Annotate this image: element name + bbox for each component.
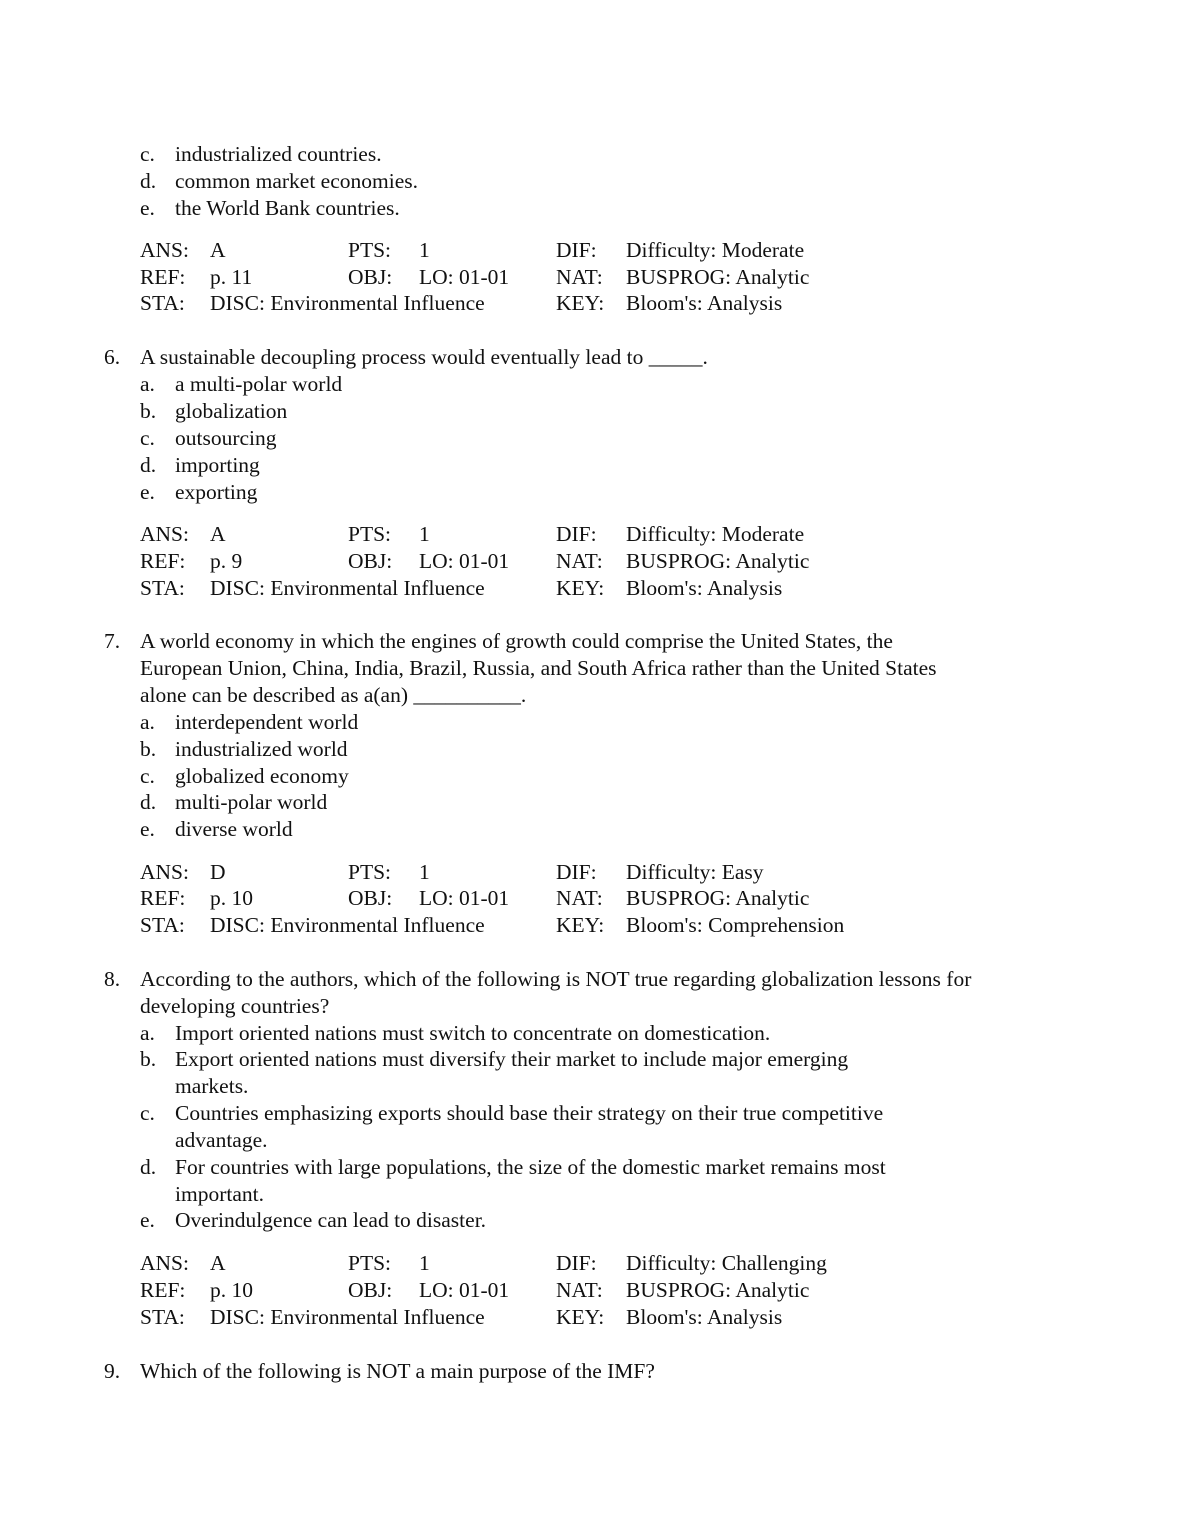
sta-label: STA:	[140, 576, 185, 600]
obj-value: LO: 01-01	[419, 549, 510, 573]
option-letter: b.	[140, 737, 157, 761]
option-letter: b.	[140, 1047, 157, 1071]
ans-value: A	[210, 238, 226, 262]
option-text: exporting	[175, 480, 258, 504]
option-text: important.	[175, 1182, 264, 1206]
stem-line: According to the authors, which of the following is NOT true regarding globalization lessons for	[140, 967, 972, 991]
pts-value: 1	[419, 238, 430, 262]
stem-line: European Union, China, India, Brazil, Russia, and South Africa rather than the United States	[140, 656, 937, 680]
option-text: the World Bank countries.	[175, 196, 400, 220]
ref-value: p. 9	[210, 549, 243, 573]
nat-label: NAT:	[556, 886, 603, 910]
obj-value: LO: 01-01	[419, 1278, 510, 1302]
ref-label: REF:	[140, 549, 186, 573]
ans-label: ANS:	[140, 1251, 189, 1275]
option-text: industrialized world	[175, 737, 348, 761]
sta-label: STA:	[140, 913, 185, 937]
nat-value: BUSPROG: Analytic	[626, 886, 810, 910]
question-number: 9.	[104, 1359, 121, 1383]
option-letter: d.	[140, 1155, 157, 1179]
option-text: multi-polar world	[175, 790, 328, 814]
key-value: Bloom's: Comprehension	[626, 913, 845, 937]
option-text: globalized economy	[175, 764, 349, 788]
option-letter: d.	[140, 453, 157, 477]
key-label: KEY:	[556, 291, 605, 315]
dif-value: Difficulty: Moderate	[626, 238, 805, 262]
option-text: a multi-polar world	[175, 372, 343, 396]
nat-label: NAT:	[556, 549, 603, 573]
sta-label: STA:	[140, 1305, 185, 1329]
pts-label: PTS:	[348, 238, 392, 262]
option-text: Import oriented nations must switch to concentrate on domestication.	[175, 1021, 771, 1045]
option-letter: c.	[140, 1101, 155, 1125]
option-text: diverse world	[175, 817, 293, 841]
stem-line: A world economy in which the engines of growth could comprise the United States, the	[140, 629, 893, 653]
pts-value: 1	[419, 1251, 430, 1275]
ans-label: ANS:	[140, 238, 189, 262]
option-text: industrialized countries.	[175, 142, 382, 166]
obj-value: LO: 01-01	[419, 886, 510, 910]
option-text: advantage.	[175, 1128, 268, 1152]
stem-line: Which of the following is NOT a main purpose of the IMF?	[140, 1359, 655, 1383]
ans-value: A	[210, 1251, 226, 1275]
nat-label: NAT:	[556, 1278, 603, 1302]
option-text: interdependent world	[175, 710, 359, 734]
sta-value: DISC: Environmental Influence	[210, 1305, 485, 1329]
option-letter: d.	[140, 169, 157, 193]
ans-label: ANS:	[140, 860, 189, 884]
obj-label: OBJ:	[348, 549, 393, 573]
dif-label: DIF:	[556, 238, 597, 262]
stem-line: developing countries?	[140, 994, 330, 1018]
pts-label: PTS:	[348, 522, 392, 546]
sta-label: STA:	[140, 291, 185, 315]
option-text: For countries with large populations, the size of the domestic market remains most	[175, 1155, 886, 1179]
option-text: markets.	[175, 1074, 249, 1098]
option-letter: e.	[140, 817, 155, 841]
stem-line: A sustainable decoupling process would eventually lead to _____.	[140, 345, 708, 369]
key-value: Bloom's: Analysis	[626, 291, 783, 315]
dif-value: Difficulty: Challenging	[626, 1251, 827, 1275]
option-letter: e.	[140, 480, 155, 504]
option-letter: c.	[140, 426, 155, 450]
pts-label: PTS:	[348, 860, 392, 884]
option-text: Export oriented nations must diversify their market to include major emerging	[175, 1047, 849, 1071]
key-value: Bloom's: Analysis	[626, 576, 783, 600]
nat-value: BUSPROG: Analytic	[626, 1278, 810, 1302]
dif-value: Difficulty: Easy	[626, 860, 764, 884]
ref-value: p. 11	[210, 265, 253, 289]
option-text: common market economies.	[175, 169, 418, 193]
dif-label: DIF:	[556, 1251, 597, 1275]
stem-line: alone can be described as a(an) __________.	[140, 683, 527, 707]
option-letter: a.	[140, 1021, 155, 1045]
option-letter: b.	[140, 399, 157, 423]
question-number: 8.	[104, 967, 121, 991]
option-letter: d.	[140, 790, 157, 814]
option-text: globalization	[175, 399, 288, 423]
ref-label: REF:	[140, 1278, 186, 1302]
option-text: Countries emphasizing exports should base their strategy on their true competitive	[175, 1101, 884, 1125]
option-text: Overindulgence can lead to disaster.	[175, 1208, 487, 1232]
question-number: 6.	[104, 345, 121, 369]
question-number: 7.	[104, 629, 121, 653]
pts-value: 1	[419, 860, 430, 884]
nat-value: BUSPROG: Analytic	[626, 265, 810, 289]
ref-label: REF:	[140, 265, 186, 289]
dif-label: DIF:	[556, 860, 597, 884]
nat-label: NAT:	[556, 265, 603, 289]
dif-value: Difficulty: Moderate	[626, 522, 805, 546]
ans-value: D	[210, 860, 226, 884]
ans-label: ANS:	[140, 522, 189, 546]
obj-label: OBJ:	[348, 265, 393, 289]
option-letter: c.	[140, 764, 155, 788]
option-letter: e.	[140, 1208, 155, 1232]
obj-value: LO: 01-01	[419, 265, 510, 289]
sta-value: DISC: Environmental Influence	[210, 576, 485, 600]
option-text: importing	[175, 453, 260, 477]
ref-value: p. 10	[210, 1278, 253, 1302]
option-letter: e.	[140, 196, 155, 220]
option-text: outsourcing	[175, 426, 277, 450]
nat-value: BUSPROG: Analytic	[626, 549, 810, 573]
option-letter: c.	[140, 142, 155, 166]
ref-label: REF:	[140, 886, 186, 910]
pts-value: 1	[419, 522, 430, 546]
ans-value: A	[210, 522, 226, 546]
obj-label: OBJ:	[348, 1278, 393, 1302]
obj-label: OBJ:	[348, 886, 393, 910]
key-value: Bloom's: Analysis	[626, 1305, 783, 1329]
key-label: KEY:	[556, 913, 605, 937]
pts-label: PTS:	[348, 1251, 392, 1275]
dif-label: DIF:	[556, 522, 597, 546]
sta-value: DISC: Environmental Influence	[210, 291, 485, 315]
key-label: KEY:	[556, 1305, 605, 1329]
ref-value: p. 10	[210, 886, 253, 910]
option-letter: a.	[140, 372, 155, 396]
sta-value: DISC: Environmental Influence	[210, 913, 485, 937]
option-letter: a.	[140, 710, 155, 734]
key-label: KEY:	[556, 576, 605, 600]
